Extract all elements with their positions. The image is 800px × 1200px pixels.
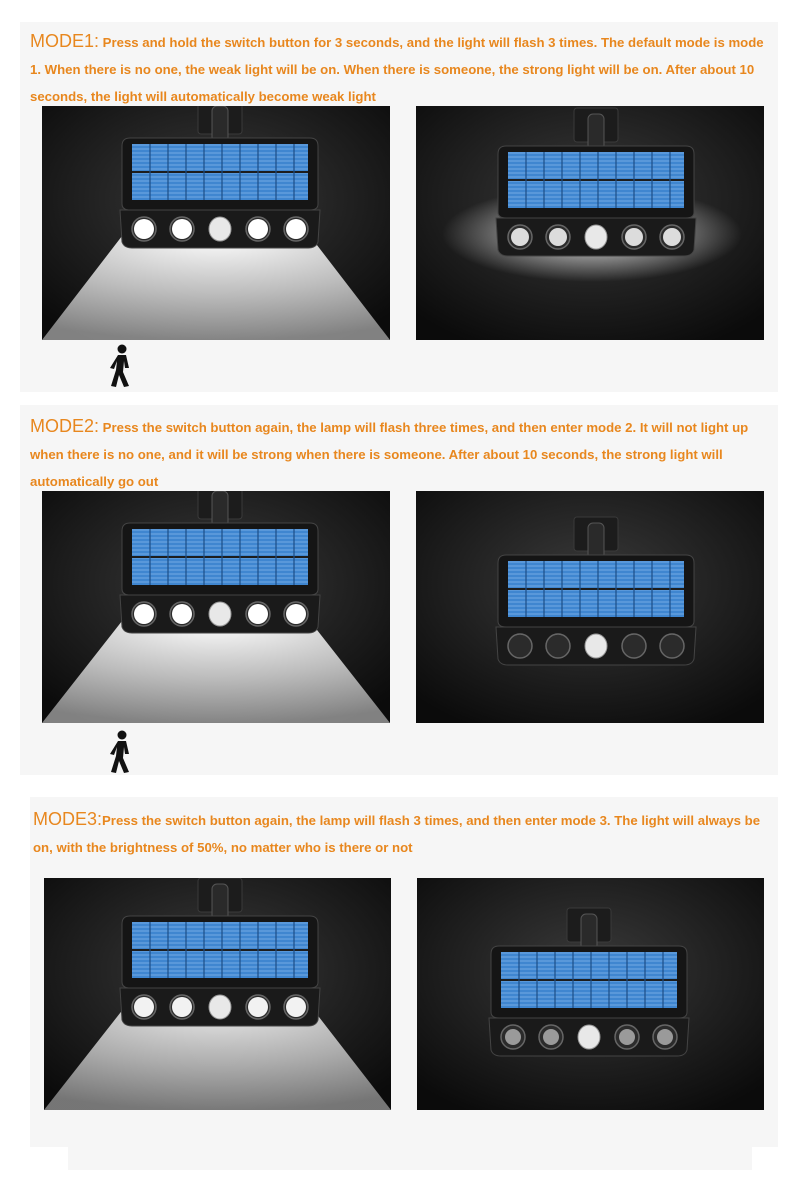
mode3-description: Press the switch button again, the lamp will flash 3 times, and then enter mode 3. The light will always be on, with the brightness of 50%, no matter who is there or not [33,813,761,855]
mode2-caption [30,413,770,495]
mode3-photo-left [44,878,391,1110]
mode2-label: MODE2: [30,416,100,436]
mode3-section-footer [68,1140,752,1170]
mode2-photo-right [416,491,764,723]
mode2-photo-left [42,491,390,723]
solar-lamp-icon [44,878,391,1110]
solar-lamp-icon [416,106,764,340]
mode3-label: MODE3: [33,809,103,829]
mode1-photo-right [416,106,764,340]
walking-person-icon [108,344,134,388]
mode3-caption [33,806,778,861]
mode1-caption [30,28,770,110]
solar-lamp-icon [416,491,764,723]
solar-lamp-icon [417,878,764,1110]
solar-lamp-icon [42,106,390,340]
mode3-photo-right [417,878,764,1110]
mode1-photo-left [42,106,390,340]
solar-lamp-icon [42,491,390,723]
mode1-description: Press and hold the switch button for 3 seconds, and the light will flash 3 times. The default mode is mode 1. When there is no one, the weak light will be on. When there is someone, the strong light will be on. After about 10 seconds, the light will automatically become weak light [30,35,764,104]
mode2-description: Press the switch button again, the lamp will flash three times, and then enter mode 2. It will not light up when there is no one, and it will be strong when there is someone. After about 10 seconds, the strong light will automatically go out [30,420,749,489]
walking-person-icon [108,730,134,774]
mode1-label: MODE1: [30,31,100,51]
